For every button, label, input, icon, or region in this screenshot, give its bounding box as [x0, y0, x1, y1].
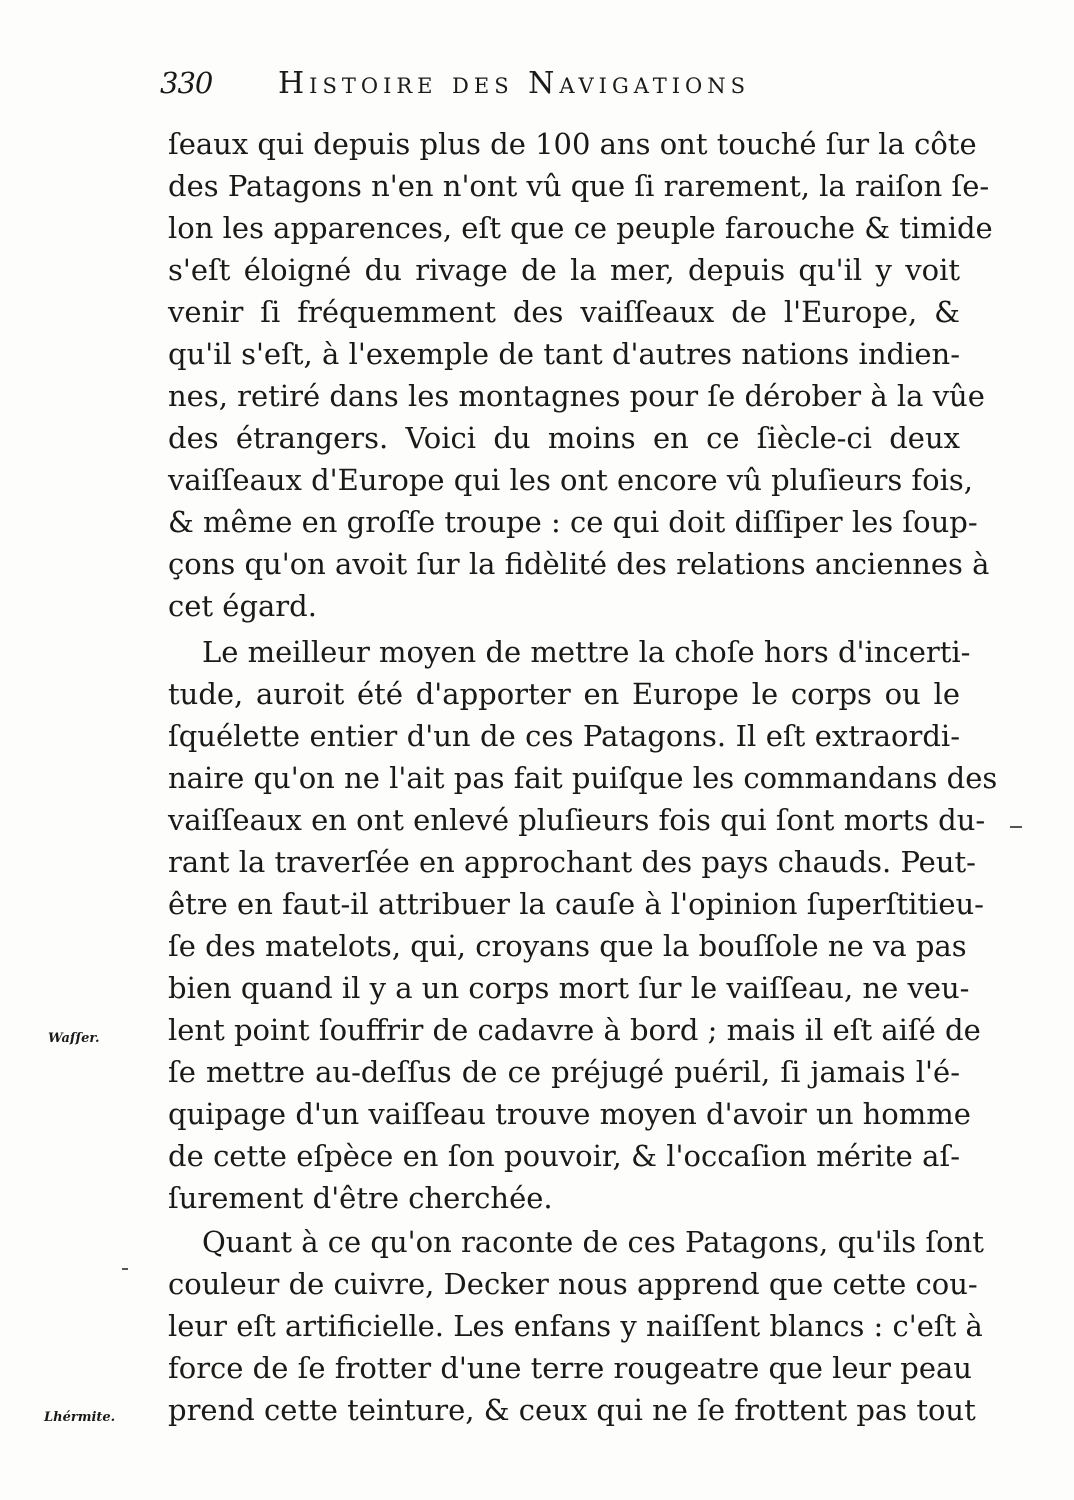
running-title: Histoire des Navigations: [278, 66, 751, 101]
text-line: être en faut-il attribuer la cauſe à l'opinion ſuperſtitieu-: [168, 887, 984, 921]
page-number: 330: [160, 66, 213, 100]
text-line: ſquélette entier d'un de ces Patagons. Il eſt extraordi-: [168, 719, 960, 753]
ink-mark: [1010, 826, 1022, 828]
text-line: lon les apparences, eſt que ce peuple farouche & timide: [168, 211, 993, 245]
text-line: quipage d'un vaiſſeau trouve moyen d'avoir un homme: [168, 1097, 971, 1131]
text-line: cet égard.: [168, 589, 317, 623]
margin-note-wasser: Waſſer.: [48, 1031, 100, 1046]
text-line: venir ſi fréquemment des vaiſſeaux de l'Europe, &: [168, 295, 960, 329]
text-line: & même en groſſe troupe : ce qui doit diſſiper les ſoup-: [168, 505, 978, 539]
paragraph-start: Quant à ce qu'on raconte de ces Patagons, qu'ils ſont: [202, 1225, 984, 1259]
text-line: ſe des matelots, qui, croyans que la bouſſole ne va pas: [168, 929, 967, 963]
text-line: vaiſſeaux d'Europe qui les ont encore vû pluſieurs fois,: [168, 463, 974, 497]
text-line: nes, retiré dans les montagnes pour ſe dérober à la vûe: [168, 379, 985, 413]
text-line: couleur de cuivre, Decker nous apprend que cette cou-: [168, 1267, 978, 1301]
text-line: force de ſe frotter d'une terre rougeatre que leur peau: [168, 1351, 972, 1385]
margin-note-lhermite: Lhérmite.: [44, 1410, 116, 1425]
text-line: çons qu'on avoit ſur la fidèlité des relations anciennes à: [168, 547, 990, 581]
text-line: ſe mettre au-deſſus de ce préjugé puéril, ſi jamais l'é-: [168, 1055, 960, 1089]
text-line: vaiſſeaux en ont enlevé pluſieurs fois qui ſont morts du-: [168, 803, 986, 837]
text-line: ſurement d'être cherchée.: [168, 1181, 553, 1215]
text-line: naire qu'on ne l'ait pas fait puiſque les commandans des: [168, 761, 998, 795]
text-line: prend cette teinture, & ceux qui ne ſe frottent pas tout: [168, 1393, 976, 1427]
text-line: lent point ſouffrir de cadavre à bord ; mais il eſt aiſé de: [168, 1013, 981, 1047]
text-line: bien quand il y a un corps mort ſur le vaiſſeau, ne veu-: [168, 971, 970, 1005]
text-line: rant la traverſée en approchant des pays chauds. Peut-: [168, 845, 976, 879]
text-line: tude, auroit été d'apporter en Europe le corps ou le: [168, 677, 960, 711]
text-line: leur eſt artificielle. Les enfans y naiſſent blancs : c'eſt à: [168, 1309, 983, 1343]
text-line: des Patagons n'en n'ont vû que ſi rarement, la raiſon ſe-: [168, 169, 990, 203]
text-line: ſeaux qui depuis plus de 100 ans ont touché ſur la côte: [168, 127, 977, 161]
ink-mark: [122, 1268, 128, 1270]
paragraph-start: Le meilleur moyen de mettre la choſe hors d'incerti-: [202, 635, 971, 669]
text-line: s'eſt éloigné du rivage de la mer, depuis qu'il y voit: [168, 253, 960, 287]
text-line: de cette eſpèce en ſon pouvoir, & l'occaſion mérite aſ-: [168, 1139, 960, 1173]
text-line: qu'il s'eſt, à l'exemple de tant d'autres nations indien-: [168, 337, 960, 371]
text-line: des étrangers. Voici du moins en ce ſiècle-ci deux: [168, 421, 960, 455]
page-header: [160, 66, 980, 110]
